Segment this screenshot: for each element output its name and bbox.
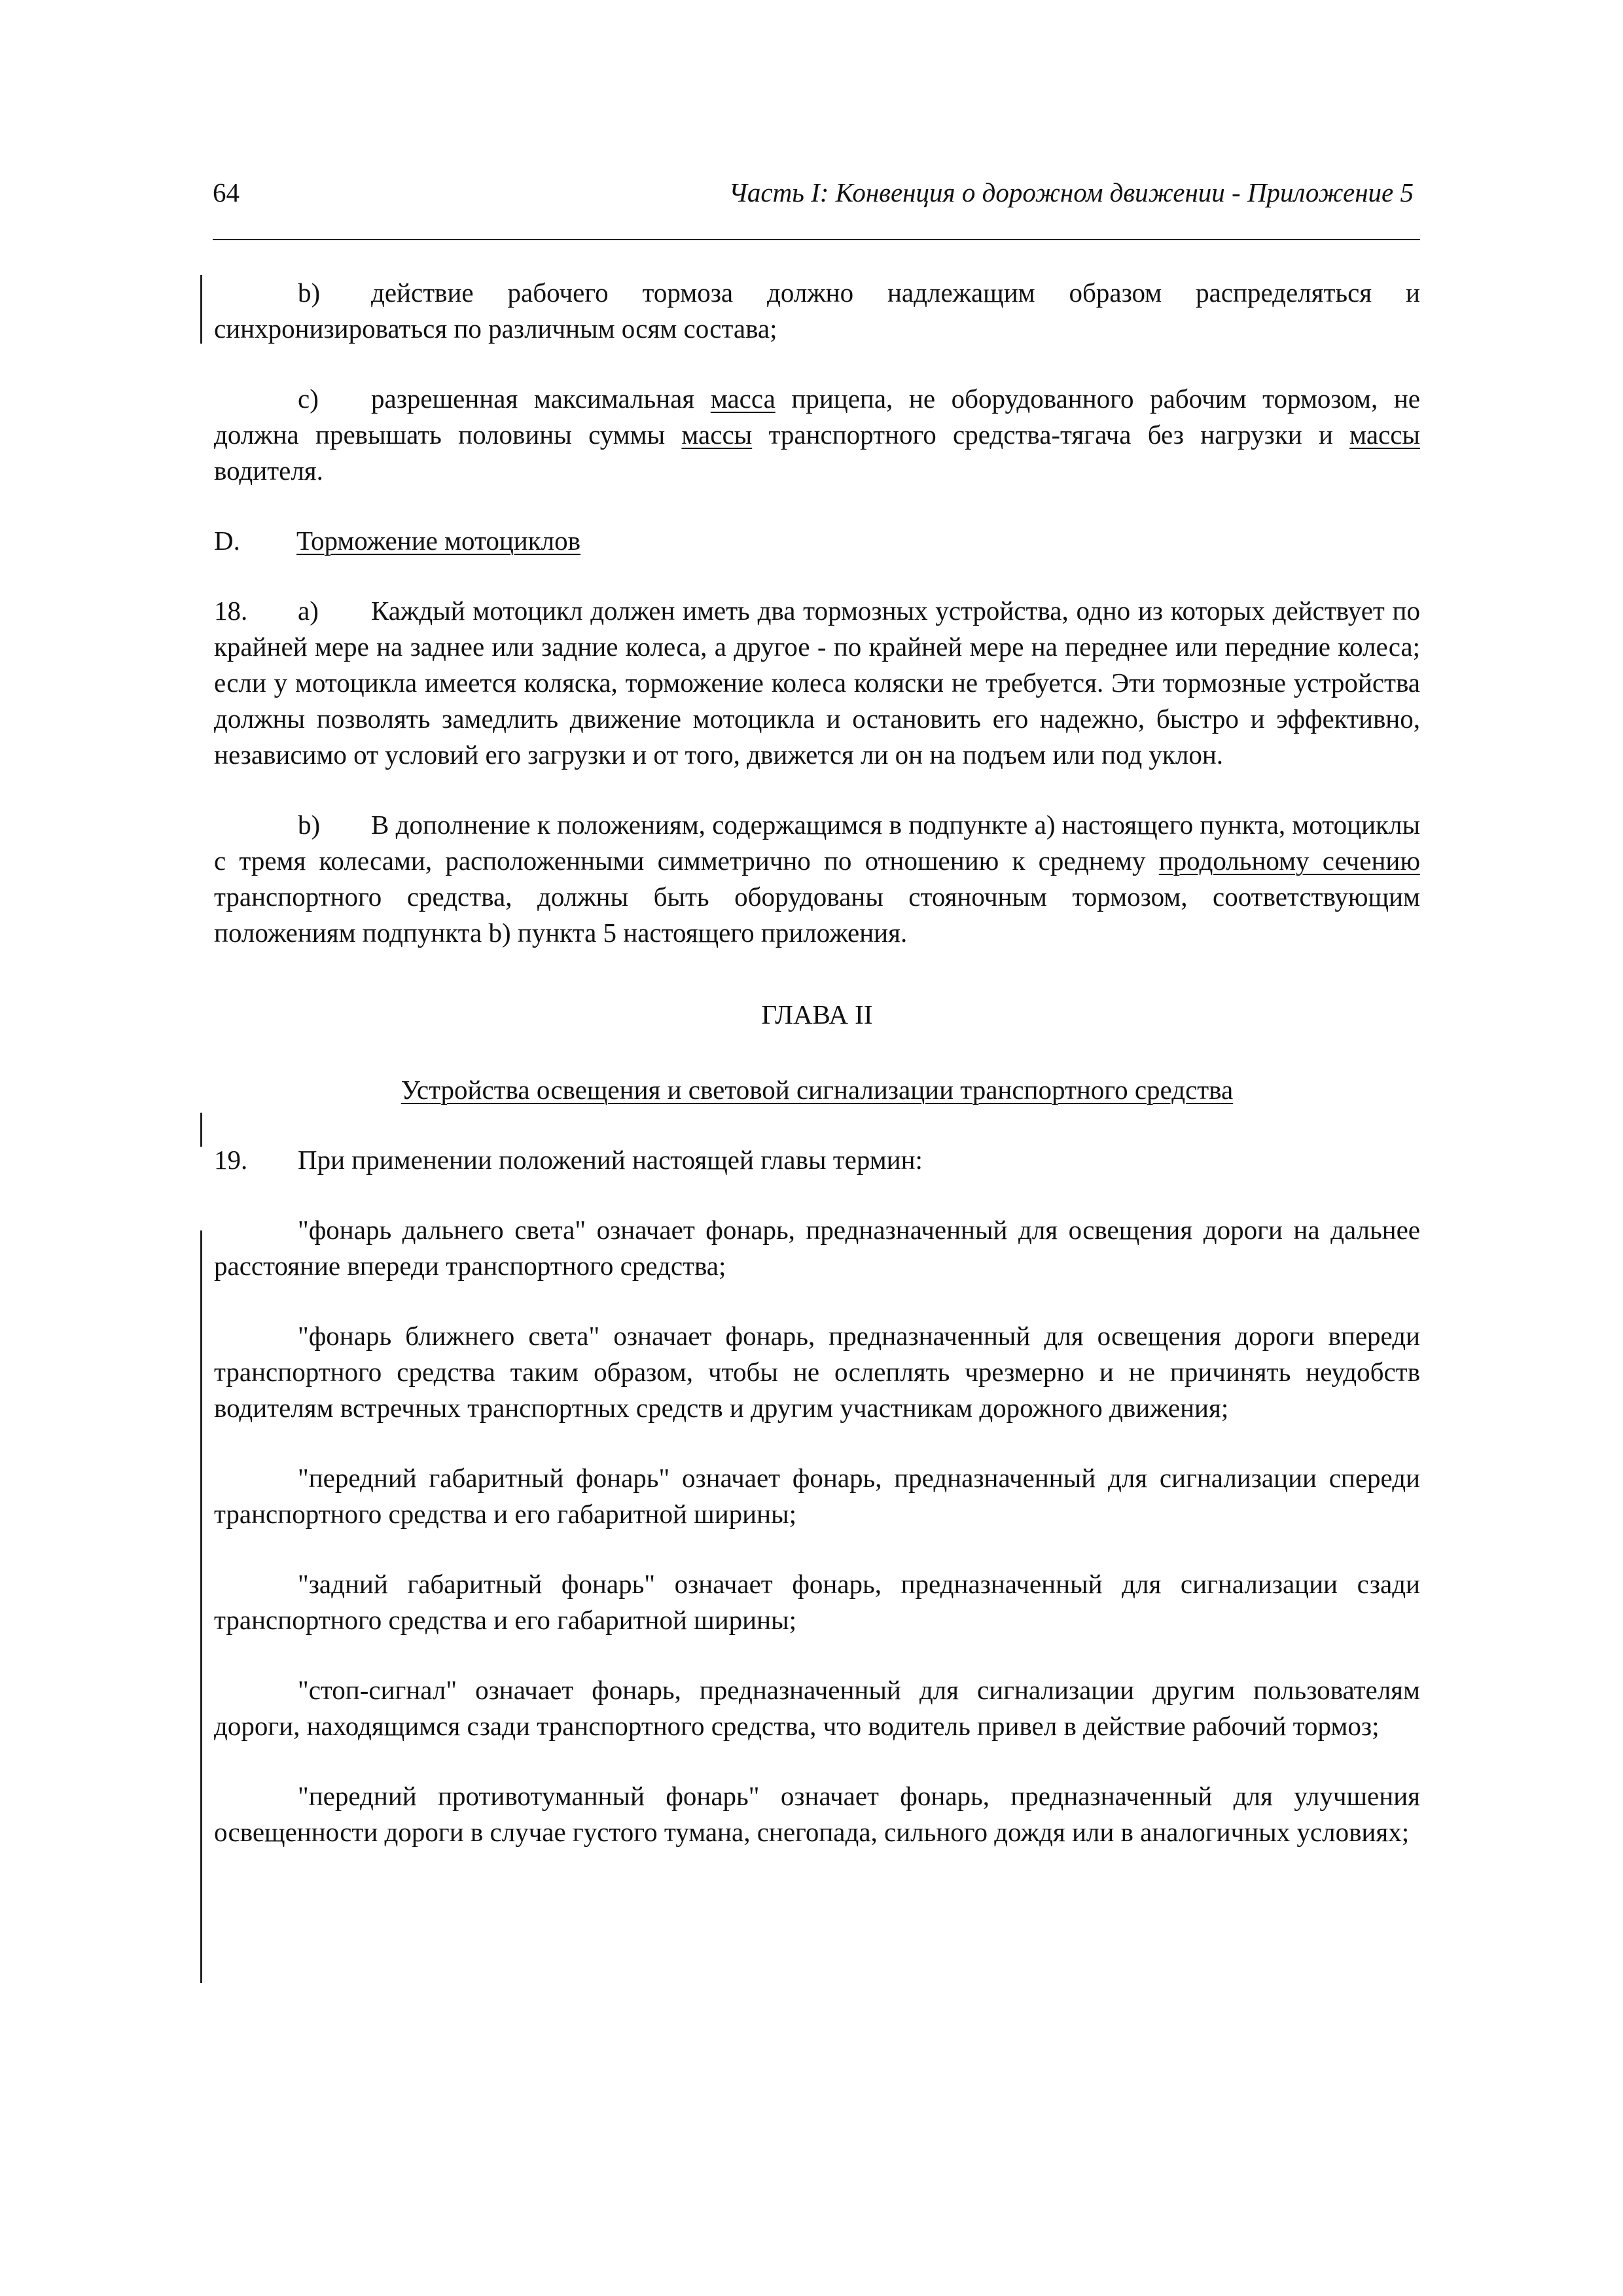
paragraph-18b <box>214 807 1420 951</box>
change-bar <box>200 1113 202 1147</box>
underlined-term: масса <box>710 384 776 414</box>
text-segment: прицепа, не оборудованного рабочим тормозом, не должна превышать половины суммы <box>214 384 1421 450</box>
text-segment: В дополнение к положениям, содержащимся в подпункте a) настоящего пункта, мотоциклы с тремя колесами, расположенными симметрично по отношению к среднему <box>214 810 1420 876</box>
paragraph-number: 18. <box>214 596 248 626</box>
paragraph-19 <box>214 1142 1420 1178</box>
item-label: b) <box>298 810 321 840</box>
text-segment: разрешенная максимальная <box>371 384 711 414</box>
paragraph-17c <box>214 381 1420 489</box>
definition-front-position-lamp: "передний габаритный фонарь" означает фонарь, предназначенный для сигнализации спереди транспортного средства и его габаритной ширины; <box>214 1463 1420 1529</box>
paragraph-17b <box>214 275 1420 347</box>
text-segment: транспортного средства-тягача без нагрузки и <box>752 420 1350 450</box>
paragraph-text: действие рабочего тормоза должно надлежащим образом распределяться и синхронизироваться по различным осям состава; <box>214 278 1420 344</box>
underlined-term: массы <box>1349 420 1420 450</box>
page-header <box>213 177 1420 216</box>
chapter-subtitle <box>214 1072 1420 1108</box>
item-label: a) <box>298 596 319 626</box>
paragraph-text: При применении положений настоящей главы термин: <box>298 1145 923 1175</box>
section-heading-d <box>214 523 1420 559</box>
definition-rear-position-lamp: "задний габаритный фонарь" означает фонарь, предназначенный для сигнализации сзади транспортного средства и его габаритной ширины; <box>214 1569 1420 1635</box>
underlined-term: продольному сечению <box>1158 846 1420 876</box>
header-rule <box>213 239 1420 240</box>
document-body <box>214 275 1420 1884</box>
definition-front-fog-lamp: "передний противотуманный фонарь" означает фонарь, предназначенный для улучшения освещенности дороги в случае густого тумана, снегопада, сильного дождя или в аналогичных условиях; <box>214 1781 1420 1847</box>
running-title: Часть I: Конвенция о дорожном движении - Приложение 5 <box>728 177 1414 207</box>
item-label: c) <box>298 384 319 414</box>
change-bar <box>200 275 202 344</box>
section-title: Торможение мотоциклов <box>296 526 580 556</box>
text-segment: водителя. <box>214 456 323 486</box>
chapter-subtitle-text: Устройства освещения и световой сигнализации транспортного средства <box>401 1075 1234 1105</box>
item-label: b) <box>298 278 321 308</box>
section-letter: D. <box>214 526 240 556</box>
paragraph-18a <box>214 593 1420 773</box>
paragraph-text: Каждый мотоцикл должен иметь два тормозных устройства, одно из которых действует по крайней мере на заднее или задние колеса, а другое - по крайней мере на переднее или передние колеса; если у мотоцикла имеется коляска, торможение колеса коляски не требуется. Эти тормозные устройства должны позволять замедлить движение мотоцикла и остановить его надежно, быстро и эффективно, независимо от условий его загрузки и от того, движется ли он на подъем или под уклон. <box>214 596 1420 770</box>
text-segment: транспортного средства, должны быть оборудованы стояночным тормозом, соответствующим положениям подпункта b) пункта 5 настоящего приложения. <box>214 882 1420 948</box>
definition-high-beam: "фонарь дальнего света" означает фонарь, предназначенный для освещения дороги на дальнее расстояние впереди транспортного средства; <box>214 1215 1420 1281</box>
change-bar <box>200 1230 202 1983</box>
chapter-title: ГЛАВА II <box>761 999 873 1030</box>
page-number: 64 <box>213 177 240 207</box>
definition-stop-lamp: "стоп-сигнал" означает фонарь, предназначенный для сигнализации другим пользователям дороги, находящимся сзади транспортного средства, что водитель привел в действие рабочий тормоз; <box>214 1675 1420 1741</box>
definition-low-beam: "фонарь ближнего света" означает фонарь, предназначенный для освещения дороги впереди транспортного средства таким образом, чтобы не ослеплять чрезмерно и не причинять неудобств водителям встречных транспортных средств и другим участникам дорожного движения; <box>214 1321 1420 1423</box>
underlined-term: массы <box>681 420 753 450</box>
paragraph-number: 19. <box>214 1145 248 1175</box>
